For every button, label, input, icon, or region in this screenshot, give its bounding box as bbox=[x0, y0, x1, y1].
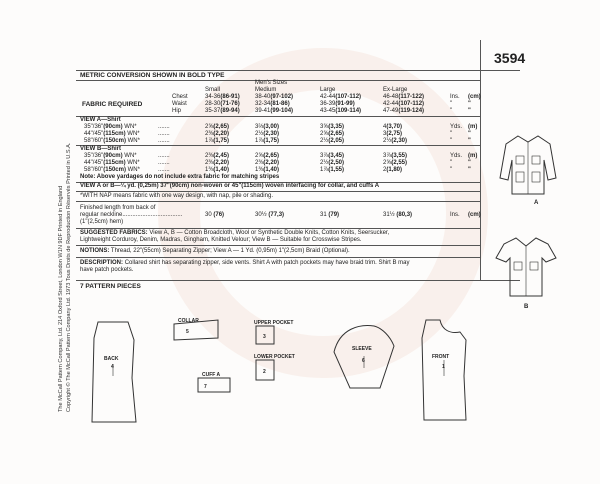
size-value: 36-39(91-99) bbox=[320, 101, 355, 107]
size-value: 46-48(117-122) bbox=[383, 94, 425, 100]
leader-dots: ....... bbox=[158, 167, 170, 173]
yardage-unit: " bbox=[450, 160, 453, 166]
size-unit: Ins. bbox=[450, 94, 460, 100]
pattern-number: 3594 bbox=[494, 50, 526, 66]
view-b-letter: B bbox=[524, 304, 529, 310]
size-col-medium: Medium bbox=[255, 87, 277, 93]
yardage-value: 4(3,70) bbox=[383, 124, 403, 130]
yardage-value: 2(1,80) bbox=[383, 167, 403, 173]
yardage-value: 3(2,75) bbox=[383, 131, 403, 137]
front-num: 1 bbox=[442, 364, 445, 370]
yardage-value: 3⅞(3,45) bbox=[320, 153, 345, 159]
leader-dots: ....... bbox=[158, 124, 170, 130]
yardage-unit-metric: " bbox=[468, 160, 471, 166]
size-unit-metric: " bbox=[468, 108, 471, 114]
upper-pocket-label: UPPER POCKET bbox=[254, 320, 294, 326]
size-unit-metric: (cm) bbox=[468, 94, 481, 100]
lower-pocket-label: LOWER POCKET bbox=[254, 354, 295, 360]
fabric-width: 58"/60"(150cm) WN* bbox=[84, 167, 140, 173]
size-value: 28-30(71-76) bbox=[205, 101, 240, 107]
finished-line-1: Finished length from back of bbox=[80, 205, 156, 211]
rule bbox=[76, 191, 480, 192]
yardage-value: 2½(2,30) bbox=[383, 138, 408, 144]
finished-length-value: 30 (76) bbox=[205, 212, 225, 218]
size-value: 38-40(97-102) bbox=[255, 94, 294, 100]
size-col-small: Small bbox=[205, 87, 221, 93]
leader-dots: ....... bbox=[158, 153, 170, 159]
size-value: 39-41(99-104) bbox=[255, 108, 294, 114]
lower-pocket-piece bbox=[250, 352, 295, 388]
rule bbox=[76, 228, 480, 229]
notions-text: Thread, 22"(55cm) Separating Zipper; View A — 1 Yd. (0,95m) 1"(2,5cm) Braid (Optional). bbox=[110, 248, 350, 254]
size-col-large: Large bbox=[320, 87, 336, 93]
fabric-required-label: FABRIC REQUIRED bbox=[82, 101, 143, 108]
yardage-value: 3⅝(3,35) bbox=[320, 124, 345, 130]
finished-unit-metric: (cm) bbox=[468, 212, 481, 218]
collar-label: COLLAR bbox=[178, 318, 199, 324]
right-column-rule bbox=[480, 40, 481, 280]
back-piece bbox=[88, 318, 138, 428]
yardage-value: 2⅜(2,20) bbox=[205, 160, 230, 166]
bottom-rule bbox=[76, 280, 520, 281]
yardage-unit: Yds. bbox=[450, 153, 463, 159]
pattern-pieces-title: 7 PATTERN PIECES bbox=[80, 283, 141, 290]
notions-label: NOTIONS: bbox=[80, 248, 110, 254]
yardage-value: 2⅝(2,65) bbox=[205, 124, 230, 130]
leader-dots: ....... bbox=[158, 160, 170, 166]
yardage-value: 3⅔(3,00) bbox=[255, 124, 280, 130]
fabric-width: 35"/36"(90cm) WN* bbox=[84, 153, 137, 159]
leader-dots: ....... bbox=[158, 138, 170, 144]
fabric-width: 44"/45"(115cm) WN* bbox=[84, 131, 140, 137]
collar-num: 5 bbox=[186, 329, 189, 335]
view-a-letter: A bbox=[534, 200, 539, 206]
back-num: 4 bbox=[111, 364, 114, 370]
rule bbox=[76, 201, 480, 202]
yardage-unit: " bbox=[450, 131, 453, 137]
finished-line-3: (1"(2,5cm) hem) bbox=[80, 219, 124, 225]
size-value: 47-49(119-124) bbox=[383, 108, 425, 114]
collar-piece bbox=[172, 318, 222, 344]
finished-unit: Ins. bbox=[450, 212, 460, 218]
suggested-fabrics-line-2: Lightweight Corduroy, Denim, Madras, Gingham, Knitted Velour; View B — Suitable for Crosswise Stripes. bbox=[80, 237, 362, 243]
lower-pocket-num: 2 bbox=[263, 369, 266, 375]
size-value: 43-45(109-114) bbox=[320, 108, 362, 114]
leader-dots: ....... bbox=[158, 131, 170, 137]
suggested-fabrics-line-1 bbox=[80, 230, 389, 237]
description-line-2: have patch pockets. bbox=[80, 267, 134, 273]
rule bbox=[76, 245, 480, 246]
yardage-unit: " bbox=[450, 138, 453, 144]
yardage-value: 1⅞(1,75) bbox=[205, 138, 230, 144]
metric-header: METRIC CONVERSION SHOWN IN BOLD TYPE bbox=[80, 72, 225, 79]
publisher-line-1: The McCall Pattern Company, Ltd. 214 Oxford Street, London W1N 9DF Printed in England bbox=[58, 185, 64, 412]
size-value: 42-44(107-112) bbox=[383, 101, 425, 107]
finished-length-value: 30½ (77,3) bbox=[255, 212, 285, 218]
front-piece bbox=[420, 316, 470, 426]
sizes-title: Men's Sizes bbox=[255, 80, 288, 86]
yardage-value: 1⅜(1,40) bbox=[205, 167, 230, 173]
yardage-value: 2½(2,30) bbox=[255, 131, 280, 137]
yardage-value: 3⅞(3,55) bbox=[383, 153, 408, 159]
suggested-fabrics-label: SUGGESTED FABRICS: bbox=[80, 230, 148, 236]
finished-length-value: 31½ (80,3) bbox=[383, 212, 413, 218]
publisher-line-2: Copyright © The McCall Pattern Company Ltd. 1973 Tous Droits de Reproduction Réservés Printed in U.S.A. bbox=[66, 142, 72, 412]
top-rule bbox=[76, 70, 520, 71]
yardage-unit-metric: (m) bbox=[468, 153, 478, 159]
upper-pocket-piece bbox=[250, 318, 294, 350]
view-b-note: Note: Above yardages do not include extra fabric for matching stripes bbox=[80, 174, 280, 180]
front-label: FRONT bbox=[432, 354, 450, 360]
interfacing: VIEW A or B—¼ yd. (0,25m) 37"(90cm) non-woven or 45"(115cm) woven interfacing for collar, and cuffs A bbox=[80, 183, 380, 189]
yardage-value: 2½(2,05) bbox=[320, 138, 345, 144]
size-value: 35-37(89-94) bbox=[205, 108, 240, 114]
yardage-value: 2⅜(2,20) bbox=[255, 160, 280, 166]
back-label: BACK bbox=[104, 356, 119, 362]
rule bbox=[76, 257, 480, 258]
yardage-value: 2⅝(2,65) bbox=[320, 131, 345, 137]
sleeve-num: 6 bbox=[362, 358, 365, 364]
yardage-value: 2⅜(2,20) bbox=[205, 131, 230, 137]
yardage-unit-metric: " bbox=[468, 138, 471, 144]
size-value: 34-36(86-91) bbox=[205, 94, 240, 100]
yardage-value: 2⅝(2,55) bbox=[383, 160, 408, 166]
notions bbox=[80, 248, 350, 255]
yardage-value: 2⅜(2,45) bbox=[205, 153, 230, 159]
view-a-title: VIEW A—Shirt bbox=[80, 117, 121, 123]
yardage-value: 2⅝(2,65) bbox=[255, 153, 280, 159]
yardage-unit-metric: " bbox=[468, 167, 471, 173]
view-a-sketch bbox=[498, 130, 558, 202]
description-text: Collared shirt has separating zipper, side vents. Shirt A with patch pockets may have braid trim. Shirt B may bbox=[124, 260, 410, 266]
yardage-unit-metric: " bbox=[468, 131, 471, 137]
yardage-unit: " bbox=[450, 167, 453, 173]
size-unit-metric: " bbox=[468, 101, 471, 107]
rule bbox=[76, 145, 480, 146]
yardage-unit: Yds. bbox=[450, 124, 463, 130]
rule bbox=[76, 116, 480, 117]
view-b-sketch bbox=[494, 232, 558, 304]
size-row-label: Hip bbox=[172, 108, 182, 114]
fabric-width: 58"/60"(150cm) WN* bbox=[84, 138, 140, 144]
cuff-num: 7 bbox=[204, 384, 207, 390]
yardage-value: 1⅜(1,40) bbox=[255, 167, 280, 173]
fabric-width: 44"/45"(115cm) WN* bbox=[84, 160, 140, 166]
size-row-label: Waist bbox=[172, 101, 187, 107]
sleeve-piece bbox=[330, 322, 400, 392]
fabric-width: 35"/36"(90cm) WN* bbox=[84, 124, 137, 130]
finished-length-value: 31 (79) bbox=[320, 212, 340, 218]
finished-line-2: regular neckline.................................... bbox=[80, 212, 183, 218]
yardage-value: 2½(2,50) bbox=[320, 160, 345, 166]
size-row-label: Chest bbox=[172, 94, 188, 100]
size-unit: " bbox=[450, 101, 453, 107]
view-b-title: VIEW B—Shirt bbox=[80, 146, 122, 152]
suggested-fabrics-text: View A, B — Cotton Broadcloth, Wool or Synthetic Double Knits, Cotton Knits, Seersucker, bbox=[149, 230, 390, 236]
upper-pocket-num: 3 bbox=[263, 334, 266, 340]
nap-note: *WITH NAP means fabric with one way design, with nap, pile or shading. bbox=[80, 193, 273, 199]
description-label: DESCRIPTION: bbox=[80, 260, 124, 266]
sleeve-label: SLEEVE bbox=[352, 346, 372, 352]
yardage-value: 1⅞(1,55) bbox=[320, 167, 345, 173]
yardage-unit-metric: (m) bbox=[468, 124, 478, 130]
yardage-value: 1⅞(1,75) bbox=[255, 138, 280, 144]
description-line-1 bbox=[80, 260, 410, 267]
size-value: 42-44(107-112) bbox=[320, 94, 362, 100]
size-col-xlarge: Ex-Large bbox=[383, 87, 408, 93]
size-value: 32-34(81-86) bbox=[255, 101, 290, 107]
cuff-label: CUFF A bbox=[202, 372, 221, 378]
size-unit: " bbox=[450, 108, 453, 114]
cuff-piece bbox=[196, 370, 236, 396]
